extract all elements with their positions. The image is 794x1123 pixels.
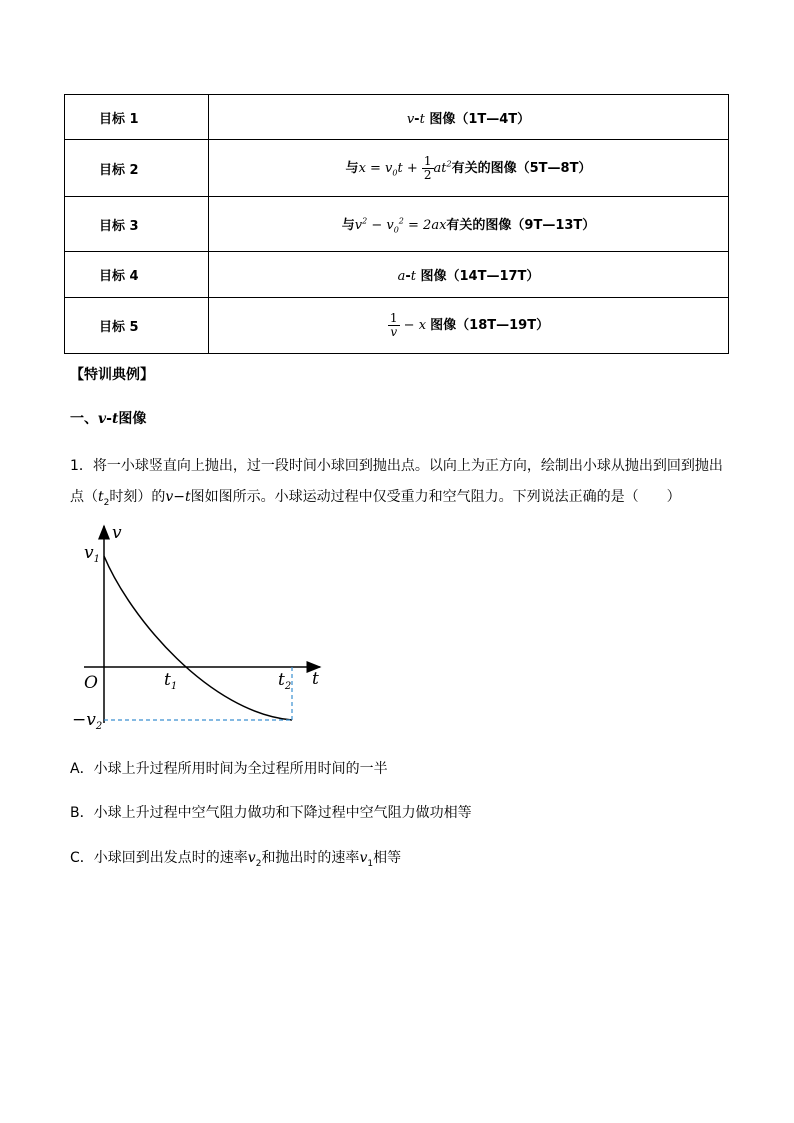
label-t1: $t_1$	[164, 670, 178, 692]
goal-content: v-t 图像（1T—4T）	[209, 95, 729, 140]
goals-table	[64, 94, 729, 354]
goal-content: a-t 图像（14T—17T）	[209, 252, 729, 298]
section-title: 【特训典例】	[70, 367, 154, 383]
label-t: t	[312, 669, 319, 689]
subsection-title: 一、v-t图像	[70, 411, 147, 427]
option-a: A．小球上升过程所用时间为全过程所用时间的一半	[70, 761, 388, 777]
question-line-2: 点（$t_2$时刻）的v−t图如图所示。小球运动过程中仅受重力和空气阻力。下列说法正确的是（ ）	[70, 489, 681, 508]
goal-row-4	[65, 252, 729, 298]
label-O: O	[84, 673, 98, 693]
formula-displacement: $x = v_0t$ +	[358, 160, 422, 178]
goal-content: $\frac{1}{v}$ − x 图像（18T—19T）	[209, 298, 729, 354]
label-neg-v2: $-v_2$	[72, 710, 103, 732]
option-b: B．小球上升过程中空气阻力做功和下降过程中空气阻力做功相等	[70, 805, 472, 821]
option-c: C．小球回到出发点时的速率$v_2$和抛出时的速率$v_1$相等	[70, 850, 402, 869]
goal-label: 目标 4	[65, 252, 209, 298]
goal-row-1	[65, 95, 729, 140]
goal-row-5	[65, 298, 729, 354]
label-v1: $v_1$	[84, 543, 100, 565]
goal-label: 目标 5	[65, 298, 209, 354]
goal-content: 与$x = v_0t$ + $\frac{1}{2}$ $at^2$有关的图像（5T—8T）	[209, 140, 729, 197]
goal-content: 与$v^2 - v_0^2 = 2ax$有关的图像（9T—13T）	[209, 197, 729, 252]
formula-velocity: $v^2 - v_0^2 = 2ax$	[354, 216, 447, 235]
label-v: v	[112, 523, 122, 543]
question-line-1: 1．将一小球竖直向上抛出，过一段时间小球回到抛出点。以向上为正方向，绘制出小球从抛出到回到抛出	[70, 458, 723, 474]
goal-row-2	[65, 140, 729, 197]
goal-label: 目标 3	[65, 197, 209, 252]
vt-graph	[70, 518, 340, 738]
goal-label: 目标 2	[65, 140, 209, 197]
velocity-curve	[104, 556, 292, 720]
goal-label: 目标 1	[65, 95, 209, 140]
goal-row-3	[65, 197, 729, 252]
label-t2: $t_2$	[278, 670, 292, 692]
